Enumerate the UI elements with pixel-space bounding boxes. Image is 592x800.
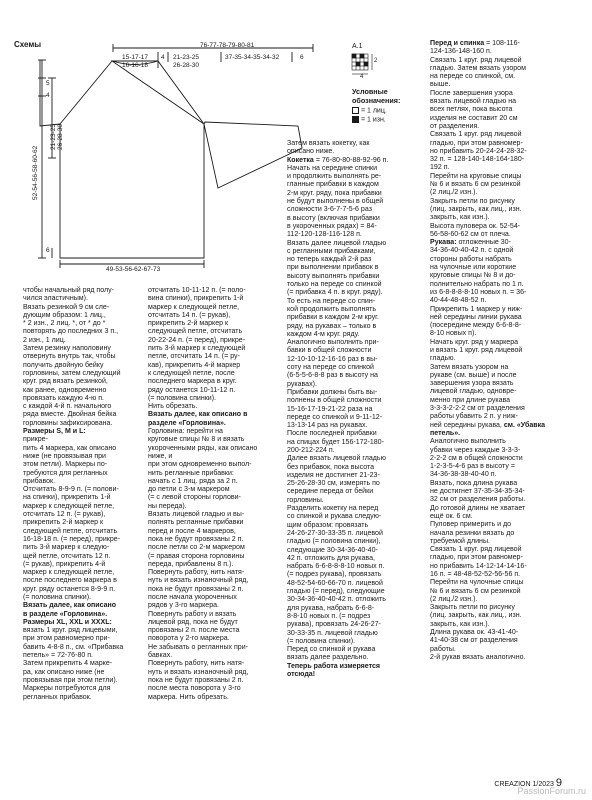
col4-paragraph [430, 306, 560, 339]
col1-paragraph [23, 660, 141, 701]
paragraph-text: Перед со спинкой и рукава вязать далее раздельно. [287, 646, 376, 662]
paragraph-text: Теперь работа измеряется отсюда! [287, 662, 381, 678]
paragraph-text: Повернуть работу, нить натя- нуть и вязать изнаночный ряд, пока не будут провязаны 2 п. после места поворота у 3-го маркера. Нить обрезать. [148, 660, 249, 701]
col2-paragraph [148, 660, 272, 701]
col1-paragraph [23, 602, 141, 619]
knit-symbol [352, 107, 359, 114]
col1-paragraph [23, 428, 141, 436]
col3-paragraph [287, 240, 417, 298]
col4-paragraph [430, 173, 560, 198]
text-column-3 [287, 140, 417, 679]
paragraph-text: После завершения узора вязать лицевой гладью на всех петлях, пока высота изделия не составит 20 см от разделения. [430, 89, 518, 130]
paragraph-text: прикре- пить 4 маркера, как описано ниже (не провязывая при этом петли). Маркеры по- требуются для регланных прибавок. [23, 436, 117, 485]
paragraph-reference: см. «Убавка петель». [430, 421, 548, 437]
schema-bottom-6: 6 [46, 247, 50, 254]
paragraph-text: Отсчитать 8-9-9 п. (= полови- на спинки), прикрепить 1-й маркер к следующей петле, отсчитать 12 п. (= рукав), прикрепить 2-й маркер к следующей петле, отсчитать 16-18-18 п. (= перед), прикре- пить 3-й маркер к следую- щей петле, отсчитать 12 п. (= рукав), прикрепить 4-й маркер к следующей петле, после последнего маркера в круг. ряду останется 8-9-9 п. (= половина спинки). [23, 486, 121, 601]
col4-paragraph [430, 546, 560, 579]
schema-cuff: 6 [300, 54, 304, 61]
col2-paragraph [148, 511, 272, 569]
paragraph-continuation: отложенные 30- 34-36-40-40-42 п. с одной стороны работы набрать на чулочные или короткие круговые спицы № 8 и до- полнительно набрать по 1 п. из 6-8-8-8-8-10 новых п. = 36- 40-44-48-48-52 п. [430, 239, 527, 305]
legend-purl-label: = 1 изн. [360, 116, 386, 124]
col4-paragraph [430, 90, 560, 131]
col1-paragraph [23, 304, 141, 345]
magazine-name: CREAZION 1/2023 [494, 781, 554, 788]
col2-paragraph [148, 411, 272, 428]
paragraph-text: Далее вязать лицевой гладью без прибавок, пока высота изделия не достигнет 21-23- 25-26-28-30 см, измерять по середине переда от бейки горловины. [287, 455, 386, 504]
schema-neck-a: 15-17-17 [122, 54, 149, 61]
paragraph-text: Затем резинку наполовину отвернуть внутрь так, чтобы получить двойную бейку горловины, затем следующий круг. ряд вязать резинкой, как ранее, одновременно провязать каждую 4-ю п. с каждой 4-й п. начального ряда вместе. Двойная бейка горловины зафиксирована. [23, 345, 121, 427]
col3-paragraph [287, 646, 417, 663]
paragraph-text: Вязать резинкой 9 см сле- дующим образом: 1 лиц., * 2 изн., 2 лиц. *, от * до * повторять до последних 3 п., 2 изн., 1 лиц. [23, 303, 119, 344]
schema-shoulder-a: 21-23-25 [173, 54, 200, 61]
paragraph-text: Начать круг. ряд у маркера и вязать 1 круг. ряд лицевой гладью. [430, 338, 523, 363]
text-column-4 [430, 40, 560, 662]
paragraph-text: Закрыть петли по рисунку (лиц. закрыть, как лиц., изн. закрыть, как изн.). [430, 197, 522, 222]
paragraph-text: Закрыть петли по рисунку (лиц. закрыть, как лиц., изн. закрыть, как изн.). [430, 604, 522, 628]
col4-paragraph [430, 521, 560, 546]
paragraph-text: Связать 1 круг. ряд лицевой гладью, при этом равномер- но прибавить 20-24-24-28-32- 32 п. = 128-140-148-164-180- 192 п. [430, 131, 527, 172]
legend-knit-label: = 1 лиц. [360, 107, 387, 115]
schema-width-top: 76-77-78-79-80-81 [200, 42, 255, 49]
col2-paragraph [148, 611, 272, 661]
col1-paragraph [23, 436, 141, 486]
watermark: PassionForum.ru [517, 786, 586, 796]
paragraph-text: Кокетка [287, 156, 314, 164]
paragraph-text: Рукава: [430, 239, 457, 247]
col3-paragraph [287, 339, 417, 389]
col3-paragraph [287, 505, 417, 646]
paragraph-text: вязать 1 круг. ряд лицевыми, при этом равномерно при- бавить 4-8-8 п., см. «Прибавка петель» = 72-76-80 п. [23, 627, 124, 660]
purl-symbol [352, 116, 359, 123]
paragraph-text: Затем вязать узором на рукаве (см. выше) и после завершения узора вязать лицевой гладью, одновре- менно при длине рукава 3-3-3-2-2-2 см от разделения работы убавить 2 п. у ниж- ней середины рукава, [430, 363, 525, 429]
text-column-2 [148, 287, 272, 702]
legend-title: Условные обозначения: [352, 87, 401, 105]
paragraph-text: Прибавки должны быть вы- полнены в общей сложности 15-16-17-19-21-22 раза на переде со спинкой и 9-11-12- 13-13-14 раз на рукавах. [287, 388, 383, 430]
paragraph-text: Длина рукава ок. 43-41-40- 41-40-38 см от разделения работы. [430, 629, 519, 653]
col3-paragraph [287, 298, 417, 339]
paragraph-text: Аналогично выполнить при- бавки в общей сложности 12-10-10-12-16-16 раз в вы- соту на переде со спинкой (6-5-5-6-8-8 раз в высоту на рукавах). [287, 339, 379, 388]
col2-paragraph [148, 428, 272, 511]
legend-knit [352, 107, 387, 114]
paragraph-text: Вязать далее, как описано в разделе «Горловина». [23, 602, 117, 618]
col4-paragraph [430, 239, 560, 305]
chart-a1-label: A.1 [352, 43, 363, 50]
schema-hem-width: 49-53-56-62-67-73 [106, 266, 161, 273]
paragraph-text: Вязать далее, как описано в разделе «Горловина». [148, 411, 248, 427]
schema-neck-b: 16-16-18 [122, 62, 149, 69]
col4-paragraph [430, 198, 560, 223]
paragraph-text: Вязать, пока длина рукава не достигнет 37-35-34-35-34- 32 см от разделения работы. [430, 479, 526, 504]
text-column-1 [23, 287, 141, 702]
schema-left-5: 5 [46, 80, 50, 87]
legend-purl [352, 116, 386, 123]
schema-neck-n: 4 [161, 54, 165, 61]
col3-paragraph [287, 389, 417, 430]
col4-paragraph [430, 40, 560, 90]
col4-paragraph [430, 339, 560, 364]
paragraph-text: Разделить кокетку на перед со спинкой и рукава следую- щим образом: провязать 24-26-27-30-33-35 п. лицевой гладью (= половина спинки), следующие 30-34-36-40-40- 42 п. отложить для рукава, набрать 6-6-8-8-8-10 новых п. (= подрез рукава), провязать 48-52-54-60-66-70 п. лицевой гладью (= перед), следующие 30-34-36-40-40-42 п. отложить для рукава, набрать 6-6-8- 8-8-10 новых п. (= подрез рукава), провязать 24-26-27- 30-33-35 п. лицевой гладью (= половина спинки). [287, 505, 386, 645]
paragraph-text: Размеры S, M и L: [23, 428, 86, 436]
paragraph-text: чтобы начальный ряд полу- чился эластичным). [23, 287, 114, 303]
schema-shoulder-b: 26-28-30 [173, 62, 200, 69]
paragraph-continuation: = 76-80-80-88-92-96 п. Начать на середине спинки и продолжить выполнять ре- гланные прибавки в каждом 2-м круг. ряду, пока прибавки не будут выполнены в общей сложности 3-6-7-7-5-6 раз в высоту (включая прибавки в укороченных рядах) = 84- 112-120-128-116-128 п. [287, 156, 389, 239]
col4-paragraph [430, 629, 560, 654]
paragraph-text: Высота пуловера ок. 52-54- 56-58-60-62 см от плеча. [430, 222, 521, 238]
chart-a1-grid [350, 52, 380, 82]
paragraph-text: Перед и спинка [430, 40, 485, 47]
col3-paragraph [287, 140, 417, 157]
paragraph-text: Перейти на чулочные спицы № 6 и вязать 6 см резинкой (2 лиц./2 изн.). [430, 579, 524, 603]
col4-paragraph [430, 505, 560, 522]
paragraph-text: Горловина: перейти на круговые спицы № 8 и вязать укороченными ряды, как описано ниже, и при этом одновременно выпол- нить регланные прибавки: начать с 1 лиц. ряда за 2 п. до петли с 3-м маркером (= с левой стороны горлови- ны переда). [148, 428, 258, 510]
schema-body-length: 52-54-56-58-60-62 [32, 145, 39, 200]
col4-paragraph [430, 579, 560, 604]
col1-paragraph [23, 619, 141, 627]
paragraph-text: Прикрепить 1 маркер у ниж- ней середины линии рукава (посередине между 6-6-8-8- 8-10 новых п). [430, 305, 523, 338]
col4-paragraph [430, 223, 560, 240]
col2-paragraph [148, 287, 272, 411]
col4-paragraph [430, 438, 560, 479]
col1-paragraph [23, 345, 141, 428]
col3-paragraph [287, 430, 417, 455]
paragraph-text: После последней прибавки на спицах будет 156-172-180- 200-212-224 п. [287, 430, 384, 454]
paragraph-text: Аналогично выполнить убавки через каждые 3-3-3- 2-2-2 см в общей сложности 1-2-3-5-4-6 раз в высоту = 34-36-38-38-40-40 п. [430, 438, 523, 479]
col1-paragraph [23, 627, 141, 660]
col3-paragraph [287, 157, 417, 240]
paragraph-text: Вязать лицевой гладью и вы- полнять регланные прибавки перед и после 4 маркеров, пока не будут провязаны 2 п. после петли со 2-м маркером (= правая сторона горловины переда, прибавлены 8 п.). [148, 511, 245, 568]
paragraph-text: Повернуть работу и вязать лицевой ряд, пока не будут провязаны 2 п. после места поворота у 2-го маркера. Не забывать о регланных при- бавках. [148, 610, 249, 660]
paragraph-text: То есть на переде со спин- кой продолжить выполнять прибавки в каждом 2-м круг. ряду, на рукавах – только в каждом 4-м круг. ряду. [287, 297, 379, 338]
col4-paragraph [430, 480, 560, 505]
paragraph-text: Пуловер примерить и до начала резинки вязать до требуемой длины. [430, 521, 515, 545]
schema-raglan-v: 21-23-25 26-28-30 [50, 123, 64, 150]
garment-outline [60, 61, 302, 258]
paragraph-text: Затем вязать кокетку, как описано ниже. [287, 140, 370, 156]
chart-a1-cols: 4 [360, 74, 364, 80]
paragraph-continuation: = 108-116- 124-136-148-160 п. Связать 1 круг. ряд лицевой гладью. Затем вязать узором на переде со спинкой, см. выше. [430, 40, 526, 89]
schema-left-4: 4 [46, 92, 50, 99]
col4-paragraph [430, 364, 560, 439]
schema-title: Схемы [14, 40, 42, 49]
col4-paragraph [430, 604, 560, 629]
schema-sleeve-top: 37-35-34-35-34-32 [225, 54, 280, 61]
page-number: 9 [555, 777, 562, 789]
col3-paragraph [287, 455, 417, 505]
paragraph-text: Размеры XL, XXL и XXXL: [23, 618, 112, 626]
paragraph-text: Повернуть работу, нить натя- нуть и вязать изнаночный ряд, пока не будут провязаны 2 п. после начала укороченных рядов у 3-го маркера. [148, 569, 249, 610]
col4-paragraph [430, 654, 560, 662]
paragraph-text: Затем прикрепить 4 марке- ра, как описано ниже (не провязывая при этом петли). Маркеры потребуются для регланных прибавок. [23, 660, 118, 701]
paragraph-text: 2-й рукав вязать аналогично. [430, 653, 526, 661]
col1-paragraph [23, 486, 141, 602]
col1-paragraph [23, 287, 141, 304]
paragraph-text: До готовой длины не хватает ещё ок. 6 см. [430, 504, 526, 520]
paragraph-text: Вязать далее лицевой гладью с регланными прибавками, но теперь каждый 2-й раз при выполнении прибавок в высоту выполнять прибавки только на переде со спинкой (= прибавка 4 п. в круг. ряду). [287, 239, 387, 297]
col2-paragraph [148, 569, 272, 610]
col4-paragraph [430, 131, 560, 172]
chart-a1-rows: 2 [374, 58, 378, 64]
paragraph-text: Перейти на круговые спицы № 6 и вязать 6 см резинкой (2 лиц./2 изн.). [430, 172, 522, 197]
col3-paragraph [287, 663, 417, 680]
paragraph-text: отсчитать 10-11-12 п. (= поло- вина спинки), прикрепить 1-й маркер к следующей петле, отсчитать 14 п. (= рукав), прикрепить 2-й маркер к следующей петле, отсчитать 20-22-24 п. (= перед), прикре- пить 3-й маркер к следующей петле, отсчитать 14 п. (= ру- кав), прикрепить 4-й маркер к следующей петле, после последнего маркера в круг. ряду останется 10-11-12 п. (= половина спинки). Нить обрезать. [148, 287, 246, 411]
paragraph-text: Связать 1 круг. ряд лицевой гладью, при этом равномер- но прибавить 14-12-14-14-16- 16 п. = 48-48-52-52-56-56 п. [430, 546, 527, 578]
